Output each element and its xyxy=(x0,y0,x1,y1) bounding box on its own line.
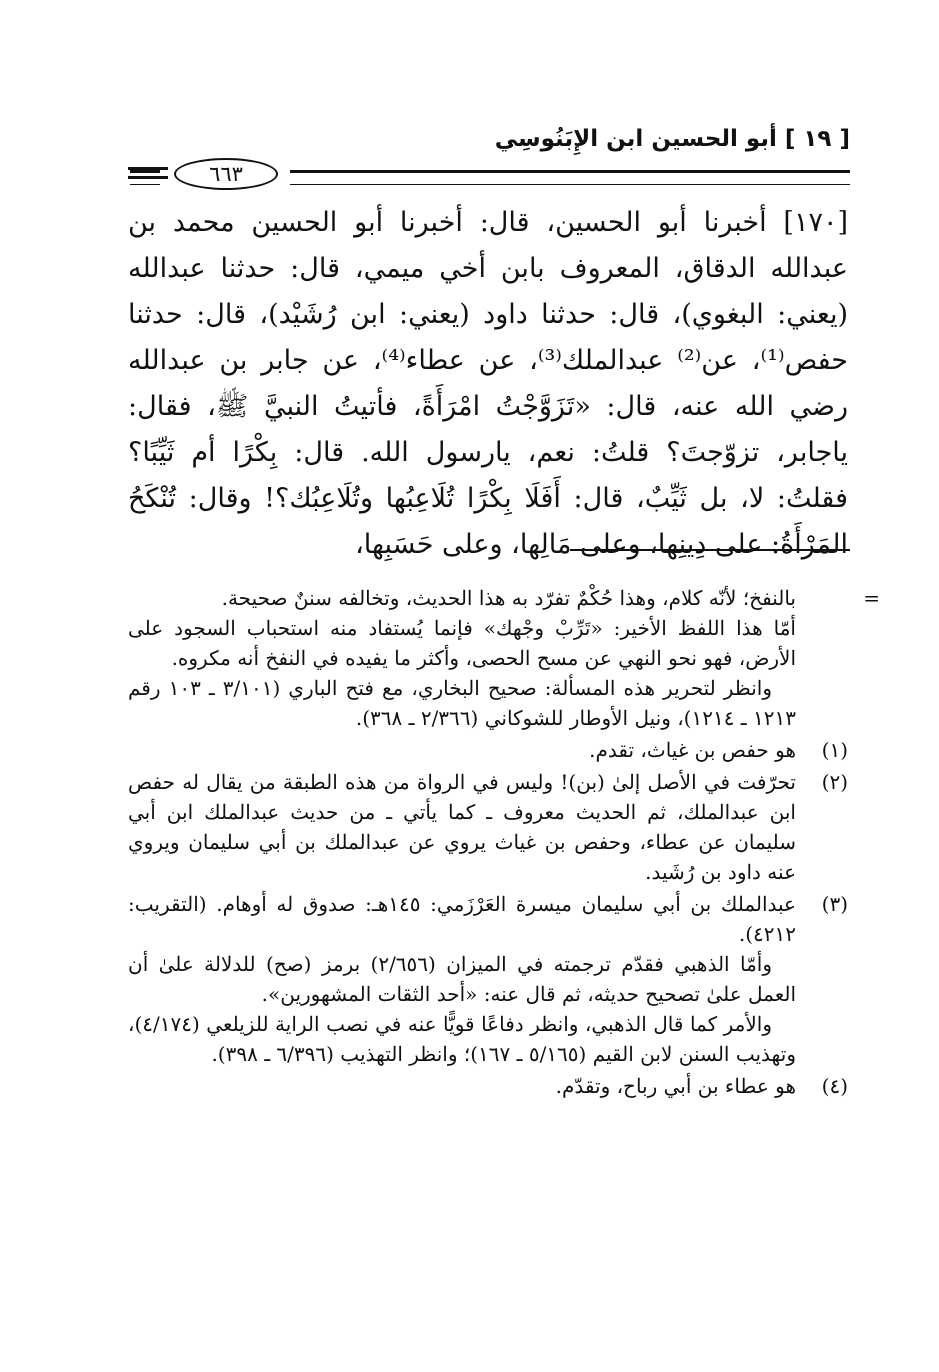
ornament-dash xyxy=(128,167,168,179)
continuation-mark: = xyxy=(863,586,880,610)
footnote-number: (٤) xyxy=(821,1074,848,1098)
footnote-line: بالنفخ؛ لأنّه كلام، وهذا حُكْمٌ تفرّد به هذا الحديث، وتخالفه سننٌ صحيحة. xyxy=(221,586,796,610)
footnote-text: هو حفص بن غياث، تقدم. xyxy=(589,738,796,762)
footnote-number: (١) xyxy=(821,738,848,762)
footnote-text: هو عطاء بن أبي رباح، وتقدّم. xyxy=(555,1074,796,1098)
page-number: ٦٦٣ xyxy=(174,158,278,190)
footnote-line: أمّا هذا اللفظ الأخير: «تَرِّبْ وجْهك» فإنما يُستفاد منه استحباب السجود على الأرض، فهو نحو النهي عن مسح الحصى، وأكثر ما يفيده في النفخ أنه مكروه. xyxy=(128,616,796,670)
page-number-ornament xyxy=(160,155,290,191)
footnote-line: وانظر لتحرير هذه المسألة: صحيح البخاري، مع فتح الباري (٣/١٠١ ـ ١٠٣ رقم ١٢١٣ ـ ١٢١٤)، ونيل الأوطار للشوكاني (٢/٣٦٦ ـ ٣٦٨). xyxy=(128,676,796,730)
footnote-4 xyxy=(128,1071,848,1101)
footnote-2 xyxy=(128,767,848,887)
hadith-paragraph: [١٧٠] أخبرنا أبو الحسين، قال: أخبرنا أبو الحسين محمد بن عبدالله الدقاق، المعروف بابن أخي ميمي، قال: حدثنا عبدالله (يعني: البغوي)، قال: حدثنا داود (يعني: ابن رُشَيْد)، قال: حدثنا حفص⁽¹⁾، عن⁽²⁾ عبدالملك⁽³⁾، عن عطاء⁽⁴⁾، عن جابر بن عبدالله رضي الله عنه، قال: «تَزَوَّجْتُ امْرَأَةً، فأتيتُ النبيَّ ﷺ، فقال: ياجابر، تزوّجتَ؟ قلتُ: نعم، يارسول الله. قال: بِكْرًا أم ثَيِّبًا؟ فقلتُ: لا، بل ثَيِّبٌ، قال: أَفَلَا بِكْرًا تُلَاعِبُها وتُلَاعِبُك؟! وقال: تُنْكَحُ المَرْأَةُ: على دِينِها، وعلى مَالِها، وعلى حَسَبِها، xyxy=(128,207,848,560)
footnotes xyxy=(128,583,880,1103)
main-text xyxy=(128,200,848,568)
footnote-text: عبدالملك بن أبي سليمان ميسرة العَرْزَمي: ١٤٥هـ: صدوق له أوهام. (التقريب: ٤٢١٢). xyxy=(128,892,796,946)
footnote-number: (٢) xyxy=(821,770,848,794)
footnote-text: وأمّا الذهبي فقدّم ترجمته في الميزان (٢/٦٥٦) برمز (صح) للدلالة علىٰ أن العمل علىٰ تصحيح حديثه، ثم قال عنه: «أحد الثقات المشهورين». xyxy=(128,952,796,1006)
footnote-number: (٣) xyxy=(821,892,848,916)
page-header xyxy=(130,118,850,186)
footnote-text: والأمر كما قال الذهبي، وانظر دفاعًا قويًّا عنه في نصب الراية للزيلعي (٤/١٧٤)، وتهذيب السنن لابن القيم (٥/١٦٥ ـ ١٦٧)؛ وانظر التهذيب (٦/٣٩٦ ـ ٣٩٨). xyxy=(128,1012,796,1066)
footnote-continuation xyxy=(128,583,880,733)
footnote-separator xyxy=(570,549,850,551)
footnote-1 xyxy=(128,735,848,765)
footnote-3 xyxy=(128,889,848,1069)
running-head: [ ١٩ ] أبو الحسين ابن الإِبَنُوسِي xyxy=(494,126,850,152)
footnote-text: تحرّفت في الأصل إلىٰ (بن)! وليس في الرواة من هذه الطبقة من يقال له حفص ابن عبدالملك، ثم الحديث معروف ـ كما يأتي ـ من حديث عبدالملك ابن أبي سليمان عن عطاء، وحفص بن غياث يروي عن عبدالملك بن أبي سليمان ويروي عنه داود بن رُشَيد. xyxy=(128,770,796,884)
